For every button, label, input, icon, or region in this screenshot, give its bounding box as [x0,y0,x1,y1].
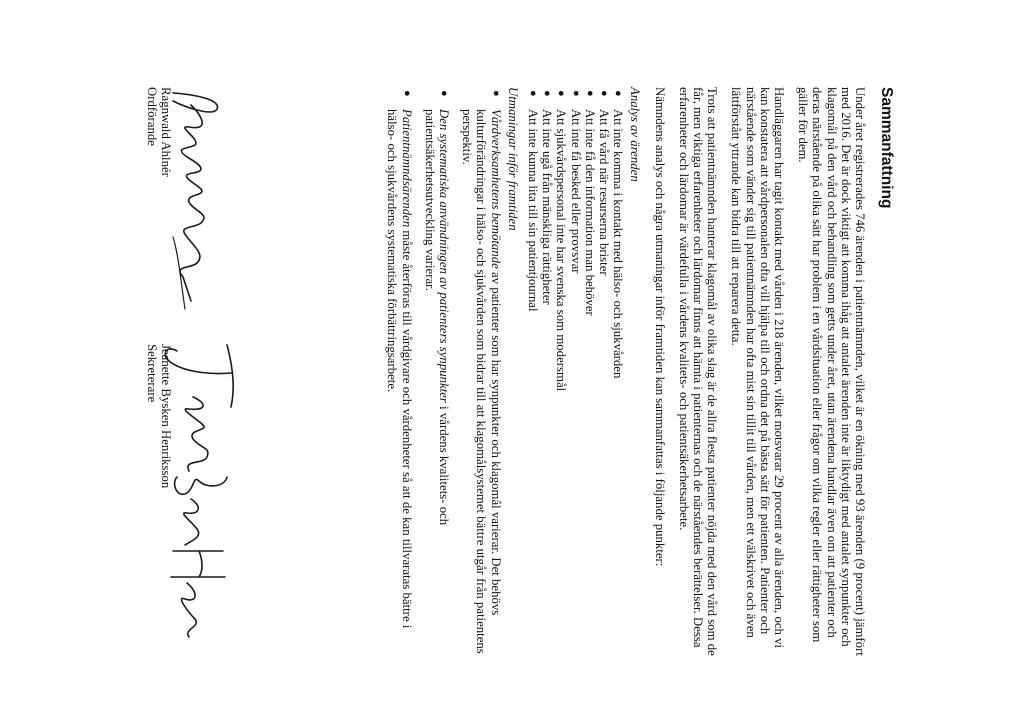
signatory-name: Jeanette Bysken Henriksson [159,344,173,489]
paragraph-analysis-intro: Nämndens analys och några utmaningar inför framtiden kan sammanfattas i följande punkter: [652,87,667,567]
bullet-icon: ● [489,90,502,97]
analysis-heading: Analys av ärenden [628,87,643,182]
bullet-icon: ● [583,90,596,97]
signature-block [47,87,227,662]
challenge-lead: Patientnämndsärenden [399,109,414,228]
bullet-icon: ● [569,90,582,97]
challenges-heading: Utmaningar inför framtiden [505,87,520,231]
summary-content [376,87,895,662]
signatory-name: Ragnwald Ahlnér [159,87,173,177]
bullet-icon: ● [597,90,610,97]
list-item: ● Att inte få den information man behöver [582,90,597,316]
list-item: ● Att sjukvårdspersonal inte har svenska som modersmål [554,90,569,392]
paragraph-contact-with-care: Handläggaren har tagit kontakt med vården i 218 ärenden, vilket motsvarar 29 procent av alla ärenden, och vi kan konstatera att vårdpersonalen ofta vill hjälpa till och ordna det på bästa sätt för patienten. Patienter och närstående som vänder sig till patientnämnden har ofta mist sin tillit till vården, men ett välskrivet och även lättförstått yttrande kan bidra till att reparera detta. [729,87,786,649]
bullet-icon: ● [541,90,554,97]
bullet-icon: ● [555,90,568,97]
bullet-icon: ● [437,90,450,97]
signatory-role: Sekreterare [145,344,159,403]
bullet-icon: ● [400,90,413,97]
bullet-icon: ● [612,90,625,97]
challenge-text: måste återföras till vårdgivare och vårdenheter så att de kan tillvaratas bättre i hälso- och sjukvårdens systematiska förbättringsarbete. [385,109,414,629]
signatory-role: Ordförande [145,87,159,146]
list-item [423,87,451,662]
paragraph-registered-cases: Under året registrerades 746 ärenden i patientnämnden, vilket är en ökning med 93 ärenden (9 procent) jämfört med 2016. Det är dock viktigt att komma ihåg att antalet ärenden inte är liktydigt med antalet synpunkter och klagomål på den vård och behandling som getts under året, utan ärendena handlar även om att patienter och deras närstående på olika sätt har problem i en vårdsituation eller frågor om vilka regler eller rättigheter som gäller för dem. [796,87,867,656]
list-item [460,87,503,662]
challenges-list [385,87,502,662]
challenge-text: av patienter som har synpunkter och klagomål varierar. Det behövs kulturförändringar i hälso- och sjukvården som bidrar till att klagomålsystemet bättre utgår från patientens perspektiv. [460,109,503,654]
challenge-lead: Vårdverksamhetens bemötande [488,109,503,269]
challenge-text: i vårdens kvalitets- och patientsäkerhetsutveckling varierar. [422,109,451,526]
list-item [385,87,413,662]
list-item: ● Att få vård när resurserna brister [596,90,611,276]
list-item: ● Att inte kunna lita till sin patientjournal [525,90,540,312]
list-item: ● Att inte få besked eller provsvar [568,90,583,274]
analysis-list [526,87,625,662]
list-item: ● Att inte ugå från mänskliga rättigheter [540,90,555,305]
challenge-lead: Den systematiska användningen av patienters synpunkter [436,109,451,403]
list-item: ● Att inte komma i kontakt med hälso- och sjukvården [611,90,626,379]
bullet-icon: ● [526,90,539,97]
paragraph-patient-satisfaction: Trots att patientnämnden hanterar klagomål av olika slag är de allra flesta patienter nöjda med den vård som de får, men viktiga erfarenheter och lärdomar finns att hämta i patienternas och de närståendes berättelser. Dessa erfarenheter och lärdomar är värdefulla i vårdens kvalitets- och patientsäkerhetsarbete. [676,87,720,656]
page-title: Sammanfattning [878,87,895,209]
